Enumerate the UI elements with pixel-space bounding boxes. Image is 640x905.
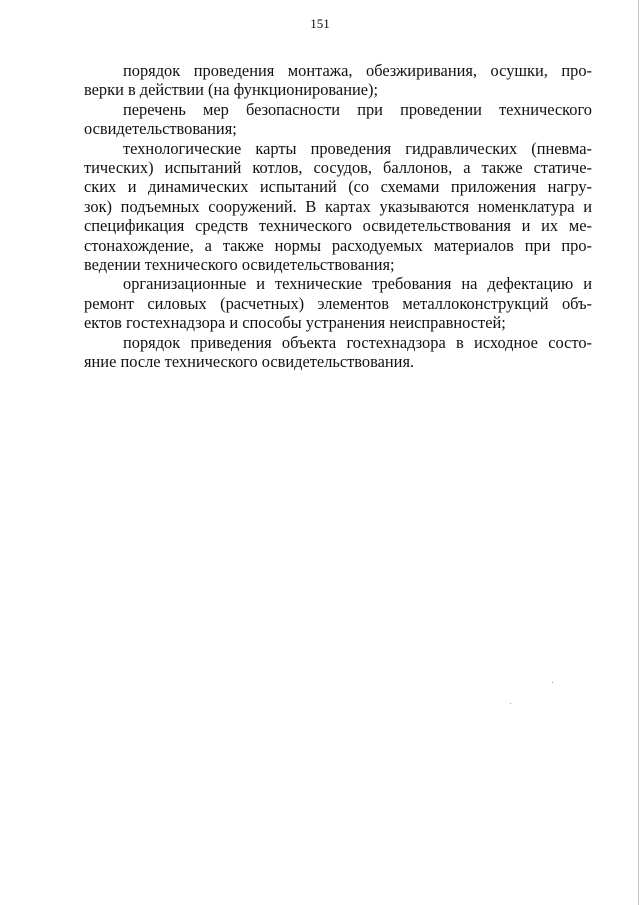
text-line: освидетельствования; — [84, 119, 237, 139]
text-line: перечень мер безопасности при проведении технического — [123, 99, 592, 119]
text-line: организационные и технические требования на дефектацию и — [123, 274, 592, 294]
scan-speck — [510, 703, 511, 704]
text-line: ских и динамических испытаний (со схемами приложения нагру- — [84, 177, 592, 197]
text-line: ремонт силовых (расчетных) элементов металлоконструкций объ- — [84, 293, 592, 313]
page-number: 151 — [310, 16, 330, 31]
text-line: порядок проведения монтажа, обезжиривания, осушки, про- — [123, 61, 592, 80]
page-edge — [638, 0, 639, 905]
text-line: верки в действии (на функционирование); — [84, 80, 379, 100]
body-text — [84, 61, 592, 372]
text-line: спецификация средств технического освидетельствования и их ме- — [84, 216, 592, 236]
scan-speck — [552, 682, 553, 683]
text-line: яние после технического освидетельствования. — [84, 352, 415, 372]
text-line: зок) подъемных сооружений. В картах указываются номенклатура и — [84, 196, 592, 216]
paragraph-safety-measures — [84, 100, 592, 139]
paragraph-technological-maps — [84, 139, 592, 275]
text-line: технологические карты проведения гидравлических (пневма- — [123, 138, 592, 158]
paragraph-repair-requirements — [84, 274, 592, 332]
text-line: ведении технического освидетельствования; — [84, 255, 395, 275]
text-line: порядок приведения объекта гостехнадзора в исходное состо- — [123, 332, 592, 352]
text-line: ектов гостехнадзора и способы устранения неисправностей; — [84, 313, 506, 333]
text-line: стонахождение, а также нормы расходуемых материалов при про- — [84, 235, 592, 255]
text-line: тических) испытаний котлов, сосудов, баллонов, а также статиче- — [84, 158, 592, 178]
paragraph-restoration-procedure — [84, 333, 592, 372]
paragraph-installation-procedure — [84, 61, 592, 100]
